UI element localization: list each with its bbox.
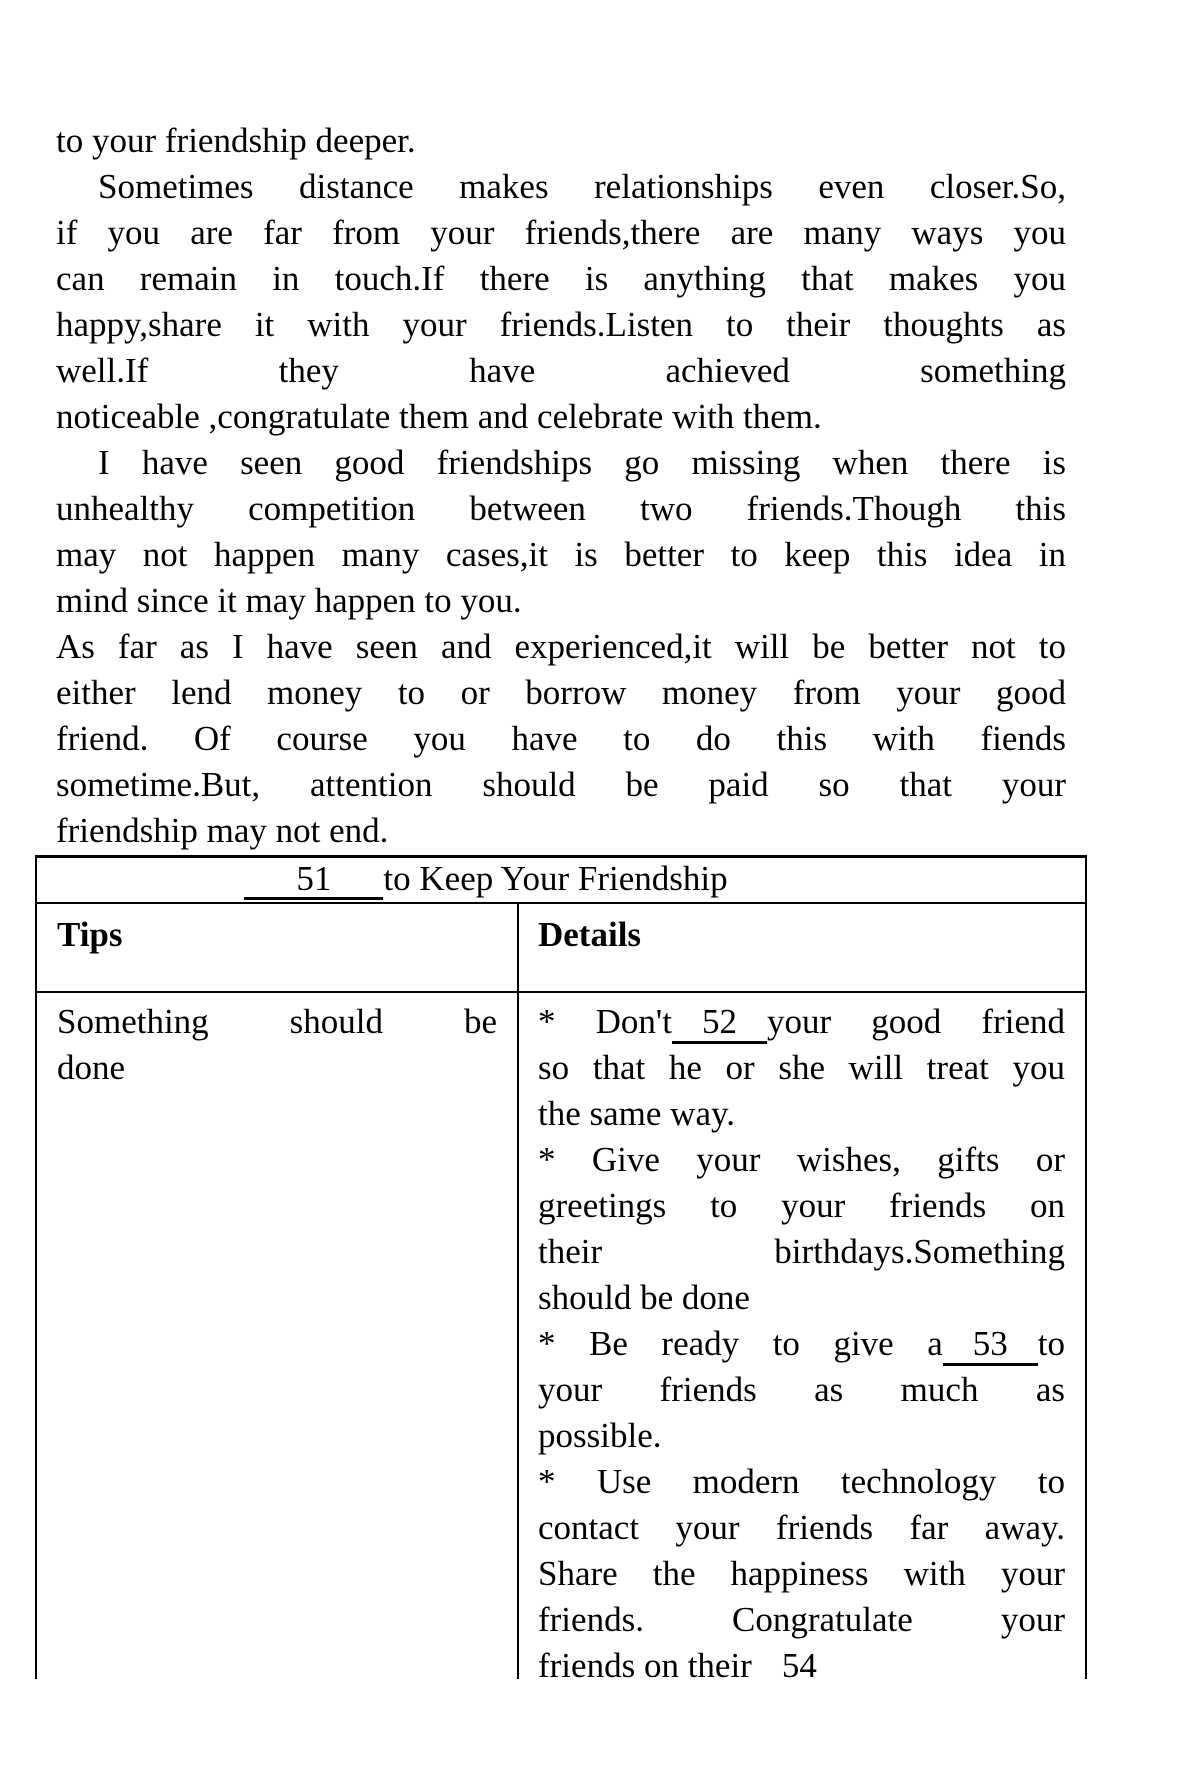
passage-line: unhealthy competition between two friends.Though this <box>56 489 1066 528</box>
details-line: your friends as much as <box>538 1370 1065 1409</box>
passage-line: friend. Of course you have to do this with fiends <box>56 719 1066 758</box>
details-line: * Use modern technology to <box>538 1462 1065 1501</box>
passage-line: As far as I have seen and experienced,it will be better not to <box>56 627 1066 666</box>
table-title-text: to Keep Your Friendship <box>383 859 728 898</box>
blank-53: 53 <box>943 1325 1038 1366</box>
details-line: possible. <box>538 1416 662 1455</box>
passage-line: I have seen good friendships go missing when there is <box>98 443 1066 482</box>
passage-line: friendship may not end. <box>56 811 389 850</box>
tips-cell <box>37 993 519 1679</box>
table-data-row <box>37 993 1085 1679</box>
details-line: * Give your wishes, gifts or <box>538 1140 1065 1179</box>
details-header: Details <box>538 915 642 954</box>
passage-line: well.If they have achieved something <box>56 351 1066 390</box>
passage-line: may not happen many cases,it is better to keep this idea in <box>56 535 1066 574</box>
passage <box>56 118 1066 854</box>
table-header-row <box>37 904 1085 993</box>
details-line-post: to <box>1037 1324 1065 1363</box>
details-line-pre: * Don't <box>538 1002 672 1041</box>
details-line: friends. Congratulate your <box>538 1600 1065 1639</box>
tips-header: Tips <box>37 904 519 991</box>
passage-line: sometime.But, attention should be paid so that your <box>56 765 1066 804</box>
passage-line: can remain in touch.If there is anything that makes you <box>56 259 1066 298</box>
blank-54: 54 <box>752 1647 847 1679</box>
friendship-table <box>35 855 1087 1679</box>
details-line: should be done <box>538 1278 750 1317</box>
passage-line: either lend money to or borrow money from your good <box>56 673 1066 712</box>
details-line <box>538 1643 1065 1679</box>
blank-52: 52 <box>672 1003 767 1044</box>
details-line: contact your friends far away. <box>538 1508 1065 1547</box>
details-line: greetings to your friends on <box>538 1186 1065 1225</box>
passage-line: mind since it may happen to you. <box>56 581 522 620</box>
details-line-pre: friends on their <box>538 1646 752 1679</box>
blank-51: 51 <box>244 861 383 900</box>
details-cell <box>519 993 1085 1679</box>
details-line-post: your good friend <box>766 1002 1065 1041</box>
table-title-row <box>37 858 1085 904</box>
details-line: their birthdays.Something <box>538 1232 1065 1271</box>
details-line <box>538 1321 1065 1367</box>
tips-line: Something should be <box>57 1002 497 1041</box>
details-line <box>538 999 1065 1045</box>
passage-line: happy,share it with your friends.Listen to their thoughts as <box>56 305 1066 344</box>
passage-line: to your friendship deeper. <box>56 121 416 160</box>
passage-line: if you are far from your friends,there are many ways you <box>56 213 1066 252</box>
passage-line: noticeable ,congratulate them and celebrate with them. <box>56 397 822 436</box>
details-line: Share the happiness with your <box>538 1554 1065 1593</box>
passage-line: Sometimes distance makes relationships even closer.So, <box>98 167 1066 206</box>
tips-line: done <box>57 1048 126 1087</box>
details-line-pre: * Be ready to give a <box>538 1324 943 1363</box>
details-line: so that he or she will treat you <box>538 1048 1065 1087</box>
details-line: the same way. <box>538 1094 735 1133</box>
